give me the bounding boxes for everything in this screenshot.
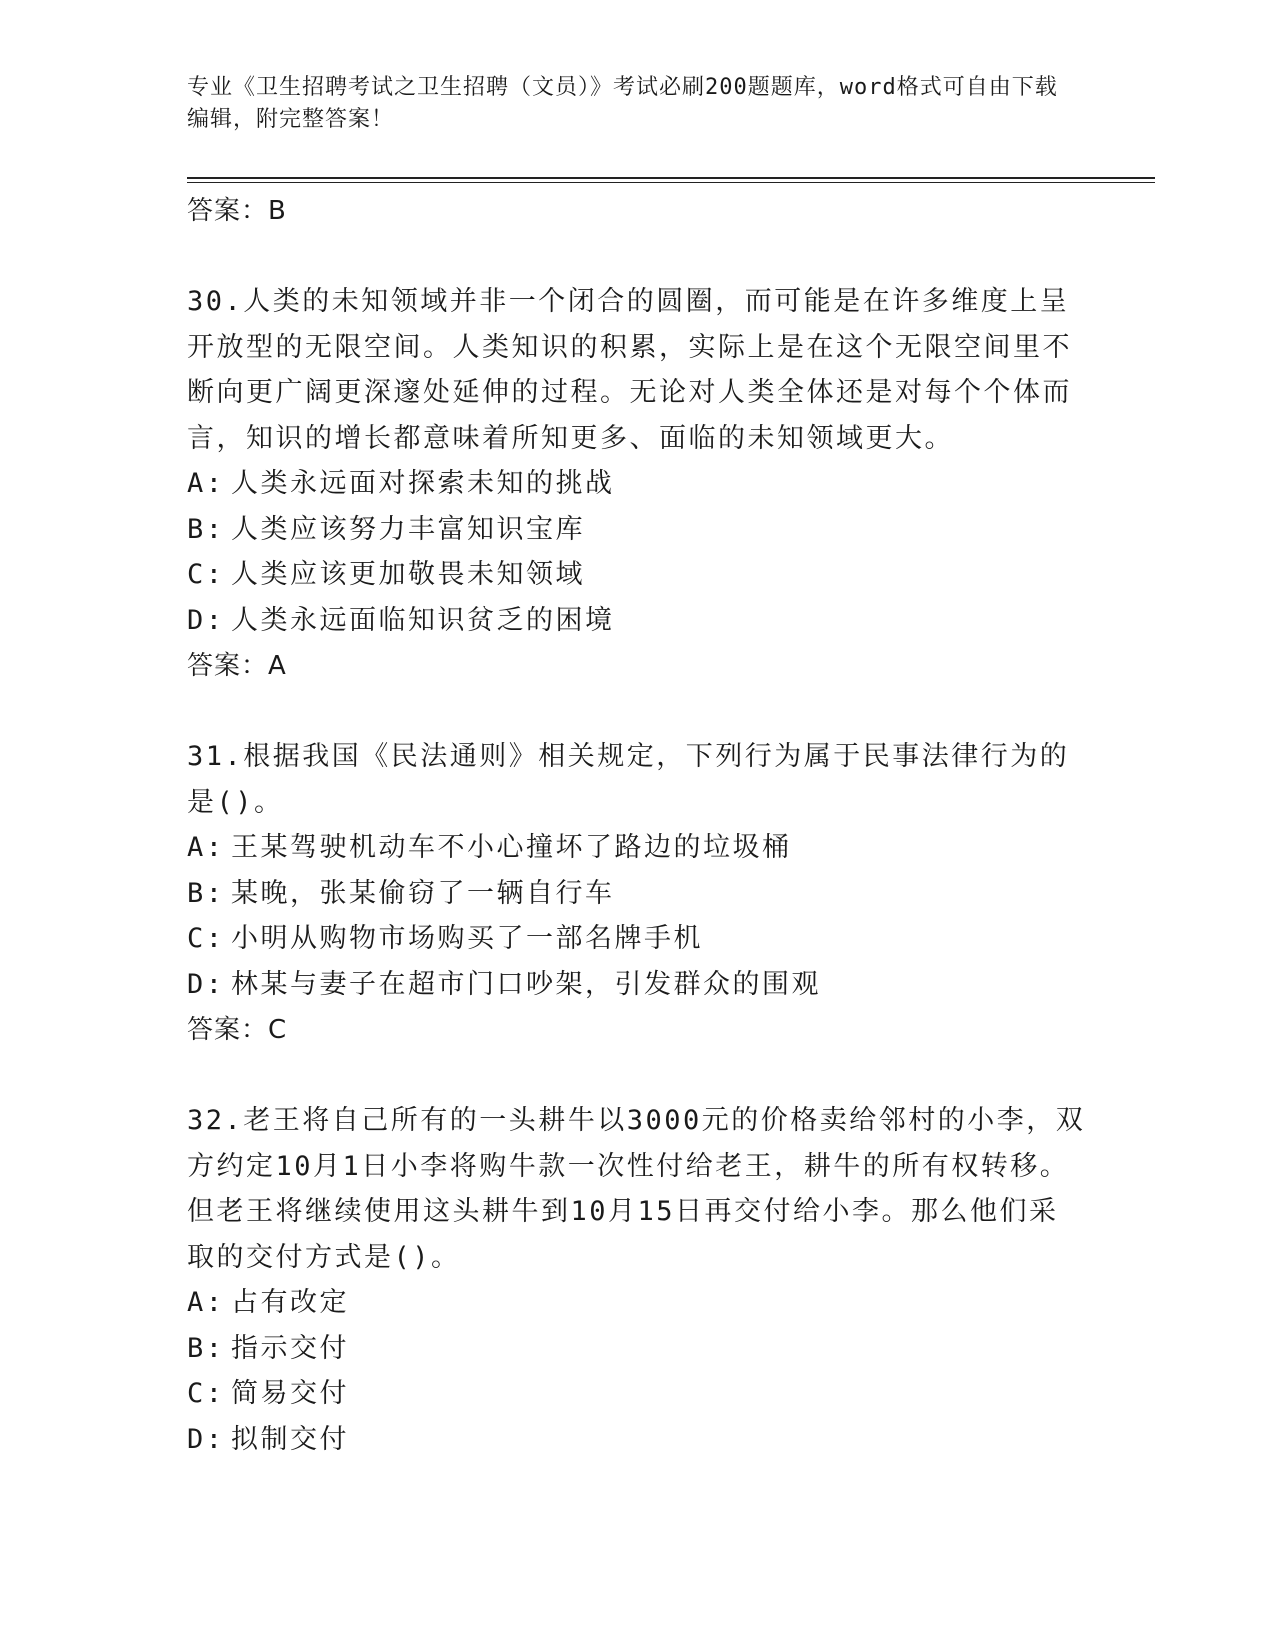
question-text: 根据我国《民法通则》相关规定，下列行为属于民事法律行为的是()。 (187, 741, 1070, 818)
option-text: 人类应该努力丰富知识宝库 (231, 513, 585, 545)
question-31 (187, 734, 1087, 1053)
question-stem (187, 734, 1087, 825)
option-b (187, 1326, 1087, 1372)
option-text: 小明从购物市场购买了一部名牌手机 (231, 923, 703, 954)
option-letter: B: (187, 1332, 225, 1364)
option-b (187, 871, 1087, 917)
option-b (187, 507, 1087, 553)
option-a (187, 1280, 1087, 1326)
question-number: 30. (187, 286, 244, 317)
option-letter: C: (187, 559, 225, 590)
spacer (187, 234, 1087, 279)
option-letter: A: (187, 832, 225, 863)
option-text: 林某与妻子在超市门口吵架，引发群众的围观 (231, 968, 821, 1000)
question-text: 老王将自己所有的一头耕牛以3000元的价格卖给邻村的小李，双方约定10月1日小李将购牛款一次性付给老王，耕牛的所有权转移。但老王将继续使用这头耕牛到10月15日再交付给小李。那么他们采取的交付方式是()。 (187, 1105, 1086, 1273)
question-list (187, 188, 1087, 1462)
option-letter: B: (187, 877, 225, 909)
answer-line: 答案：C (187, 1015, 288, 1045)
option-c (187, 916, 1087, 962)
option-text: 人类永远面临知识贫乏的困境 (231, 604, 615, 636)
option-a (187, 825, 1087, 871)
spacer (187, 689, 1087, 734)
option-letter: A: (187, 1287, 225, 1318)
header-rule-thin (187, 182, 1155, 183)
option-letter: C: (187, 923, 225, 954)
option-c (187, 1371, 1087, 1417)
answer-line: 答案：A (187, 651, 287, 681)
option-d (187, 1417, 1087, 1463)
question-32 (187, 1098, 1087, 1462)
option-text: 拟制交付 (231, 1423, 349, 1455)
option-text: 人类应该更加敬畏未知领域 (231, 559, 585, 590)
option-c (187, 552, 1087, 598)
option-d (187, 598, 1087, 644)
question-number: 32. (187, 1105, 244, 1136)
question-number: 31. (187, 741, 244, 772)
option-text: 某晚，张某偷窃了一辆自行车 (231, 877, 615, 909)
question-30 (187, 279, 1087, 689)
option-letter: D: (187, 1423, 225, 1455)
document-header: 专业《卫生招聘考试之卫生招聘（文员）》考试必刷200题题库，word格式可自由下载编辑，附完整答案！ (187, 75, 1058, 132)
option-letter: D: (187, 968, 225, 1000)
option-letter: C: (187, 1378, 225, 1409)
option-text: 占有改定 (231, 1287, 349, 1318)
question-stem (187, 1098, 1087, 1280)
option-text: 简易交付 (231, 1378, 349, 1409)
option-text: 人类永远面对探索未知的挑战 (231, 468, 615, 499)
option-letter: A: (187, 468, 225, 499)
option-text: 指示交付 (231, 1332, 349, 1364)
answer-line: 答案：B (187, 196, 287, 226)
option-letter: D: (187, 604, 225, 636)
option-letter: B: (187, 513, 225, 545)
option-a (187, 461, 1087, 507)
header-rule-thick (187, 177, 1155, 179)
spacer (187, 1053, 1087, 1098)
option-d (187, 962, 1087, 1008)
question-text: 人类的未知领域并非一个闭合的圆圈，而可能是在许多维度上呈开放型的无限空间。人类知识的积累，实际上是在这个无限空间里不断向更广阔更深邃处延伸的过程。无论对人类全体还是对每个个体而言，知识的增长都意味着所知更多、面临的未知领域更大。 (187, 286, 1072, 454)
question-stem (187, 279, 1087, 461)
option-text: 王某驾驶机动车不小心撞坏了路边的垃圾桶 (231, 832, 792, 863)
